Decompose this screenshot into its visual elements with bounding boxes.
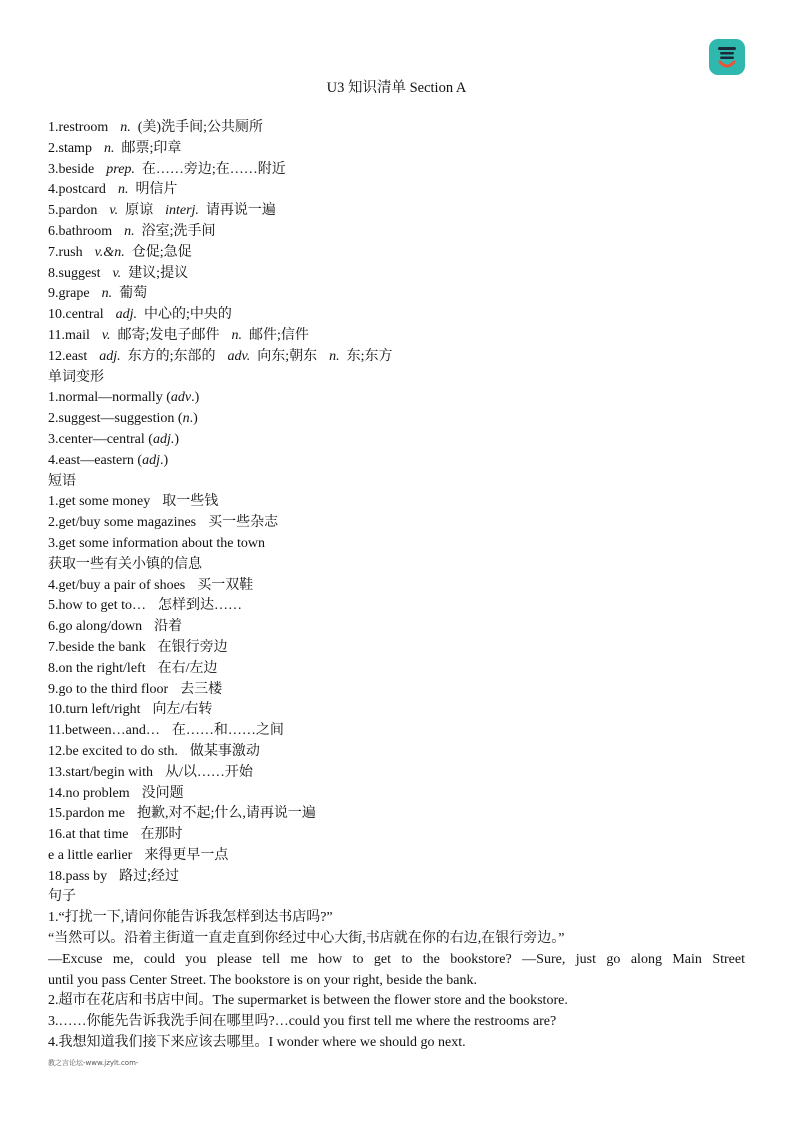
vocab-item (48, 118, 745, 139)
vocab-word: 3.beside (48, 161, 95, 177)
vocab-item (48, 180, 745, 201)
page-title: U3 知识清单 Section A (326, 80, 467, 96)
sentence-line: 2.超市在花店和书店中间。The supermarket is between the flower store and the bookstore. (48, 993, 568, 1009)
vocab-meaning: 仓促;急促 (131, 244, 192, 260)
vocab-word: 10.central (48, 307, 104, 323)
vocab-item (48, 264, 745, 285)
vocab-word: 6.bathroom (48, 223, 113, 239)
part-of-speech: interj. (165, 203, 199, 219)
phrase-item (48, 742, 745, 763)
phrase-item (48, 555, 745, 576)
phrase-chinese: 在右/左边 (157, 660, 218, 676)
phrase-item (48, 784, 745, 805)
part-of-speech: n. (117, 182, 129, 198)
part-of-speech: n. (120, 120, 131, 135)
vocab-word: 8.suggest (48, 265, 101, 281)
document-body (48, 118, 745, 1054)
word-form-item (48, 388, 745, 409)
part-of-speech: adj. (115, 307, 137, 323)
word-form-text: 2.suggest—suggestion ( (48, 411, 183, 427)
footer-text: 教之言论坛-www.jzylt.com- (48, 1059, 139, 1067)
phrase-chinese: 在银行旁边 (157, 639, 228, 655)
sentence-line: 3.……你能先告诉我洗手间在哪里吗?…could you first tell me where the restrooms are? (48, 1014, 557, 1030)
phrase-chinese: 路过;经过 (119, 868, 180, 884)
vocab-word: 11.mail (48, 327, 90, 343)
word-form-text: 1.normal—normally ( (48, 390, 171, 406)
phrase-item (48, 680, 745, 701)
part-of-speech: n (182, 411, 190, 427)
phrase-english: 获取一些有关小镇的信息 (48, 556, 202, 572)
phrase-item (48, 617, 745, 638)
vocab-item (48, 243, 745, 264)
word-form-close: ) (174, 431, 180, 447)
sentence-line: 4.我想知道我们接下来应该去哪里。I wonder where we should go next. (48, 1035, 466, 1051)
vocab-item (48, 284, 745, 305)
phrase-english: 4.get/buy a pair of shoes (48, 577, 186, 593)
phrase-chinese: 取一些钱 (162, 494, 219, 510)
phrase-item (48, 659, 745, 680)
vocab-meaning: 明信片 (135, 182, 178, 198)
vocab-word: 5.pardon (48, 203, 98, 219)
vocab-meaning: 东方的;东部的 (127, 348, 216, 364)
word-form-item (48, 409, 745, 430)
phrase-english: 2.get/buy some magazines (48, 515, 197, 531)
vocab-meaning: 浴室;洗手间 (141, 223, 216, 239)
phrase-chinese: 怎样到达…… (158, 598, 242, 614)
phrase-item (48, 721, 745, 742)
vocab-meaning: 原谅 (125, 203, 154, 219)
phrases-list (48, 492, 745, 887)
phrase-english: 15.pardon me (48, 806, 125, 822)
phrase-chinese: 沿着 (154, 619, 183, 635)
phrase-chinese: 买一双鞋 (197, 577, 254, 593)
part-of-speech: v. (112, 265, 122, 281)
phrase-chinese: 在那时 (140, 827, 183, 843)
phrase-english: e a little earlier (48, 847, 133, 863)
vocab-meaning: (美)洗手间;公共厕所 (137, 120, 263, 135)
part-of-speech: v.&n. (94, 244, 125, 260)
word-form-text: 4.east—eastern ( (48, 452, 143, 468)
vocab-meaning: 请再说一遍 (205, 203, 276, 219)
phrase-chinese: 去三楼 (180, 681, 223, 697)
part-of-speech: n. (124, 223, 135, 239)
vocab-meaning: 东;东方 (346, 348, 393, 364)
phrase-english: 5.how to get to… (48, 598, 146, 614)
word-form-item (48, 451, 745, 472)
part-of-speech: n. (231, 327, 242, 343)
vocab-meaning: 邮票;印章 (121, 140, 182, 156)
word-forms-heading: 单词变形 (48, 369, 104, 385)
part-of-speech: prep. (106, 161, 135, 177)
phrase-item (48, 825, 745, 846)
phrase-english: 14.no problem (48, 785, 130, 801)
vocab-meaning: 建议;提议 (128, 265, 189, 281)
vocab-meaning: 邮寄;发电子邮件 (117, 327, 220, 343)
phrase-chinese: 做某事激动 (189, 743, 260, 759)
phrase-chinese: 来得更早一点 (144, 847, 229, 863)
part-of-speech: adv. (227, 348, 251, 364)
phrase-chinese: 买一些杂志 (208, 515, 279, 531)
sentence-line: 1.“打扰一下,请问你能告诉我怎样到达书店吗?” (48, 910, 333, 926)
phrase-english: 7.beside the bank (48, 639, 146, 655)
part-of-speech: v. (101, 327, 111, 343)
vocab-word: 4.postcard (48, 182, 106, 198)
vocab-item (48, 326, 745, 347)
word-form-item (48, 430, 745, 451)
vocab-item (48, 305, 745, 326)
word-form-close: .) (159, 452, 169, 468)
phrase-english: 8.on the right/left (48, 660, 146, 676)
phrase-item (48, 596, 745, 617)
phrase-english: 16.at that time (48, 827, 129, 843)
vocab-word: 9.grape (48, 286, 90, 302)
word-form-close: .) (189, 411, 198, 427)
phrase-english: 1.get some money (48, 494, 151, 510)
vocabulary-list (48, 118, 745, 368)
vocab-item (48, 201, 745, 222)
word-forms-list (48, 388, 745, 471)
part-of-speech: v. (109, 203, 119, 219)
word-form-close: .) (191, 390, 200, 406)
phrase-english: 6.go along/down (48, 619, 143, 635)
speech-face-logo-icon (709, 39, 745, 75)
vocab-meaning: 中心的;中央的 (143, 307, 232, 323)
part-of-speech: adj. (99, 348, 121, 364)
phrase-english: 9.go to the third floor (48, 681, 169, 697)
phrase-english: 11.between…and… (48, 723, 160, 739)
phrase-english: 3.get some information about the town (48, 535, 265, 551)
phrase-chinese: 在……和……之间 (171, 723, 284, 739)
vocab-word: 7.rush (48, 244, 83, 260)
phrases-heading: 短语 (48, 473, 76, 489)
phrase-chinese: 向左/右转 (152, 702, 213, 718)
sentence-line: “当然可以。沿着主街道一直走直到你经过中心大街,书店就在你的右边,在银行旁边。” (48, 931, 565, 947)
vocab-meaning: 在……旁边;在……附近 (141, 161, 286, 177)
phrase-english: 10.turn left/right (48, 702, 141, 718)
phrase-item (48, 846, 745, 867)
phrase-item (48, 804, 745, 825)
phrase-chinese: 没问题 (141, 785, 184, 801)
sentences-list (48, 908, 745, 1054)
part-of-speech: adj. (152, 431, 175, 447)
vocab-item (48, 222, 745, 243)
vocab-word: 1.restroom (48, 120, 109, 135)
phrase-item (48, 492, 745, 513)
part-of-speech: n. (101, 286, 113, 302)
word-form-text: 3.center—central ( (48, 431, 153, 447)
vocab-word: 2.stamp (48, 140, 92, 156)
sentence-line: until you pass Center Street. The bookstore is on your right, beside the bank. (48, 972, 478, 988)
phrase-item (48, 700, 745, 721)
phrase-item (48, 576, 745, 597)
vocab-item (48, 347, 745, 368)
part-of-speech: adv (170, 390, 192, 406)
phrase-chinese: 从/以……开始 (165, 764, 253, 780)
phrase-english: 12.be excited to do sth. (48, 743, 178, 759)
sentences-heading: 句子 (48, 889, 76, 905)
vocab-meaning: 邮件;信件 (248, 327, 309, 343)
phrase-item (48, 513, 745, 534)
phrase-item (48, 534, 745, 555)
vocab-meaning: 向东;朝东 (257, 348, 318, 364)
phrase-chinese: 抱歉,对不起;什么,请再说一遍 (136, 806, 316, 822)
part-of-speech: n. (329, 348, 340, 364)
vocab-item (48, 160, 745, 181)
part-of-speech: adj (142, 452, 160, 468)
phrase-item (48, 763, 745, 784)
phrase-english: 18.pass by (48, 868, 108, 884)
phrase-item (48, 867, 745, 888)
sentence-line: —Excuse me, could you please tell me how to get to the bookstore? —Sure, just go along Main Street (48, 951, 745, 967)
vocab-meaning: 葡萄 (119, 286, 148, 302)
vocab-item (48, 139, 745, 160)
vocab-word: 12.east (48, 348, 88, 364)
phrase-item (48, 638, 745, 659)
phrase-english: 13.start/begin with (48, 764, 153, 780)
part-of-speech: n. (103, 140, 115, 156)
